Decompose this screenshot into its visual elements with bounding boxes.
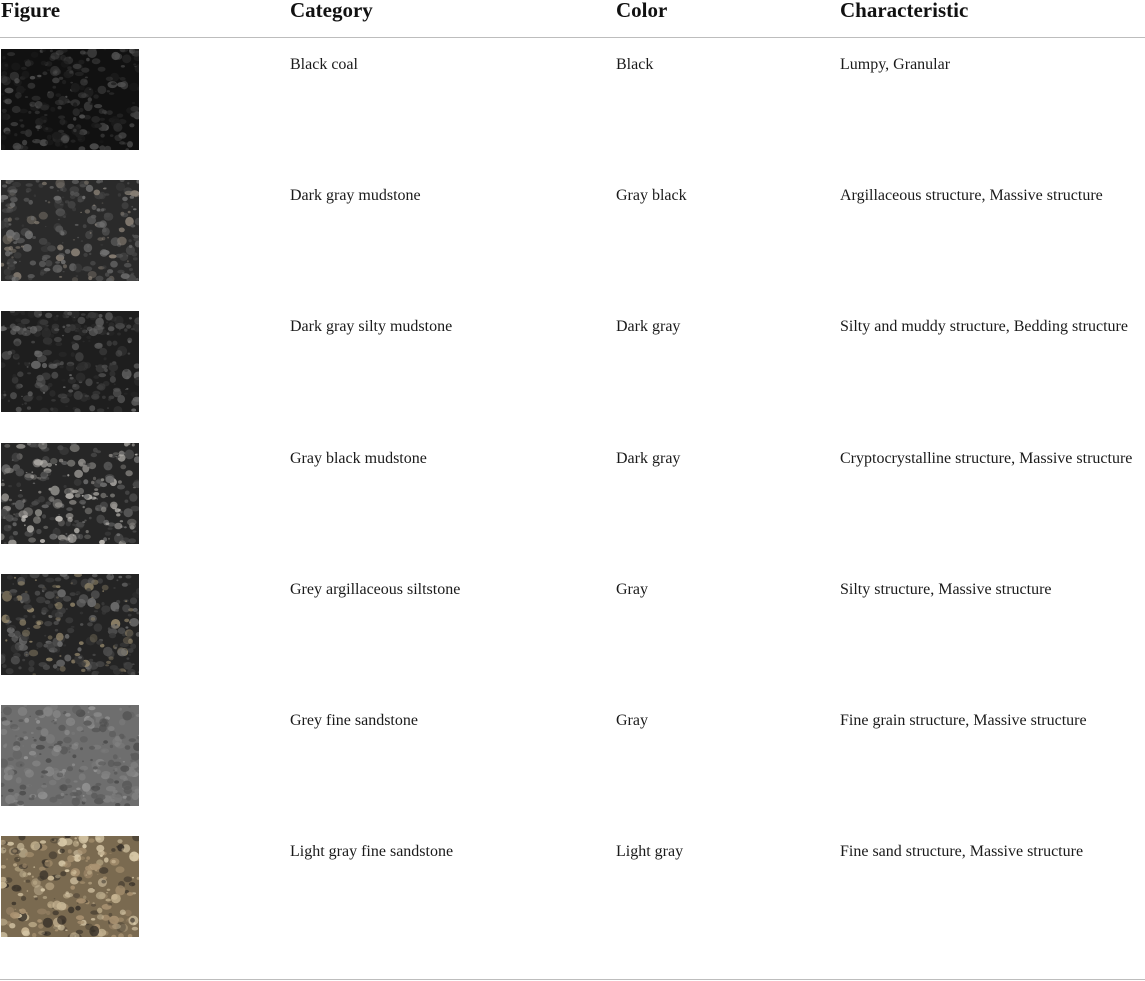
cell-color: Dark gray — [616, 318, 681, 335]
cell-characteristic: Cryptocrystalline structure, Massive structure — [840, 450, 1133, 467]
header-characteristic: Characteristic — [840, 0, 969, 22]
rock-texture — [1, 443, 139, 544]
cell-color: Gray — [616, 581, 648, 598]
cell-characteristic: Silty and muddy structure, Bedding structure — [840, 318, 1128, 335]
cell-category: Grey fine sandstone — [290, 712, 418, 729]
table-row — [0, 311, 1145, 442]
rock-sample-image — [1, 180, 139, 281]
header-category: Category — [290, 0, 373, 22]
header-figure: Figure — [1, 0, 61, 22]
rock-sample-image — [1, 311, 139, 412]
rock-texture — [1, 705, 139, 806]
rock-sample-image — [1, 574, 139, 675]
cell-characteristic: Silty structure, Massive structure — [840, 581, 1052, 598]
cell-category: Grey argillaceous siltstone — [290, 581, 461, 598]
rock-sample-image — [1, 705, 139, 806]
cell-category: Light gray fine sandstone — [290, 843, 454, 860]
table-row — [0, 574, 1145, 705]
cell-color: Gray black — [616, 187, 687, 204]
cell-color: Gray — [616, 712, 648, 729]
cell-color: Black — [616, 56, 654, 73]
cell-color: Light gray — [616, 843, 684, 860]
cell-category: Dark gray silty mudstone — [290, 318, 453, 335]
cell-characteristic: Lumpy, Granular — [840, 56, 951, 73]
table-header — [0, 0, 1145, 38]
rock-sample-image — [1, 49, 139, 150]
rock-texture — [1, 49, 139, 150]
table-row — [0, 180, 1145, 311]
header-color: Color — [616, 0, 668, 22]
cell-category: Dark gray mudstone — [290, 187, 421, 204]
table-row — [0, 836, 1145, 967]
table-row — [0, 705, 1145, 836]
cell-color: Dark gray — [616, 450, 681, 467]
cell-characteristic: Argillaceous structure, Massive structure — [840, 187, 1103, 204]
table-row — [0, 49, 1145, 180]
cell-characteristic: Fine sand structure, Massive structure — [840, 843, 1084, 860]
cell-category: Gray black mudstone — [290, 450, 427, 467]
cell-category: Black coal — [290, 56, 358, 73]
rock-texture — [1, 836, 139, 937]
rock-texture — [1, 311, 139, 412]
rock-texture — [1, 180, 139, 281]
rock-sample-image — [1, 836, 139, 937]
rock-sample-image — [1, 443, 139, 544]
table-row — [0, 443, 1145, 574]
cell-characteristic: Fine grain structure, Massive structure — [840, 712, 1087, 729]
table-bottom-rule — [0, 979, 1145, 980]
rock-texture — [1, 574, 139, 675]
